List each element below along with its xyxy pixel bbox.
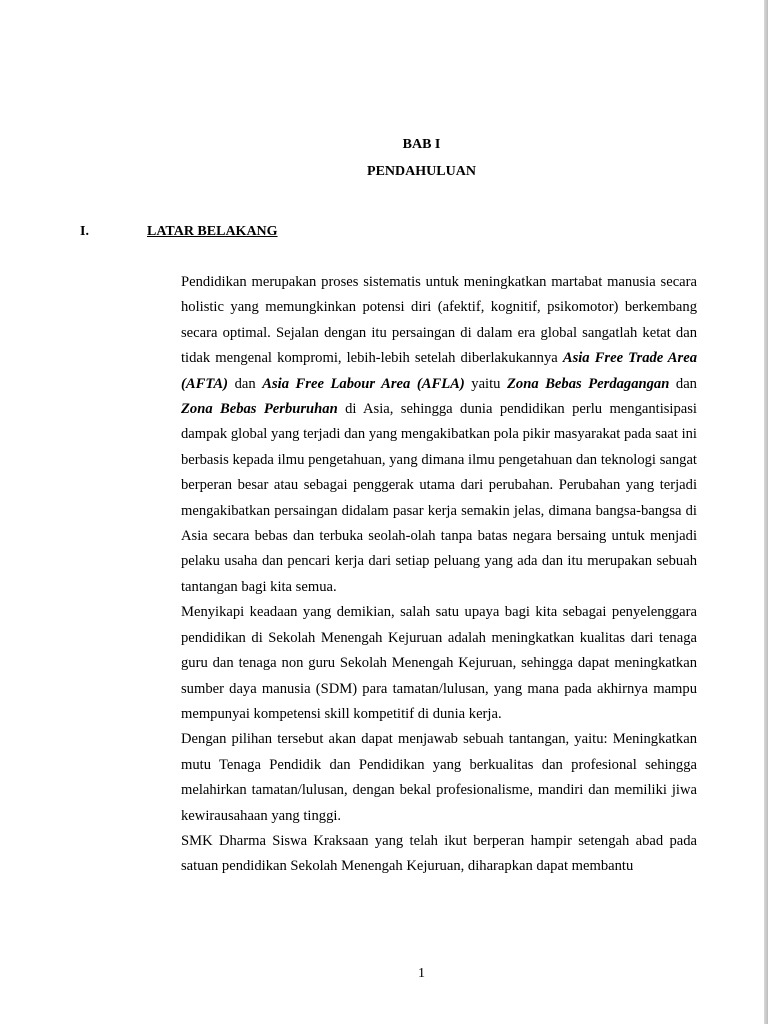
afla-term: Asia Free Labour Area (AFLA) xyxy=(262,375,465,392)
paragraph-4: SMK Dharma Siswa Kraksaan yang telah ikut berperan hampir setengah abad pada satuan pendidikan Sekolah Menengah Kejuruan, diharapkan dapat membantu xyxy=(181,832,697,875)
section-title: LATAR BELAKANG xyxy=(147,224,278,239)
zona-perdagangan-term: Zona Bebas Perdagangan xyxy=(507,375,670,392)
zona-perburuhan-term: Zona Bebas Perburuhan xyxy=(181,401,338,418)
chapter-number: BAB I xyxy=(402,137,441,152)
paragraph-1-connector: dan xyxy=(669,375,697,392)
paragraph-1-text: di Asia, sehingga dunia pendidikan perlu mengantisipasi dampak global yang terjadi dan yang mengakibatkan pola pikir masyarakat pada saat ini berbasis kepada ilmu pengetahuan, yang dimana ilmu pengetahuan dan teknologi sangat berperan besar atau sebagai penggerak utama dari perubahan. Perubahan yang terjadi mengakibatkan persaingan didalam pasar kerja semakin jelas, dimana bangsa-bangsa di Asia secara bebas dan terbuka seolah-olah tanpa batas negara bersaing untuk menjadi pelaku usaha dan pencari kerja dari setiap peluang yang ada dan itu merupakan sebuah tantangan bagi kita semua. xyxy=(181,401,697,595)
page-number: 1 xyxy=(418,966,425,981)
chapter-title: PENDAHULUAN xyxy=(367,164,476,179)
paragraph-1-connector: yaitu xyxy=(464,375,508,392)
paragraph-2: Menyikapi keadaan yang demikian, salah satu upaya bagi kita sebagai penyelenggara pendidikan di Sekolah Menengah Kejuruan adalah meningkatkan kualitas dari tenaga guru dan tenaga non guru Sekolah Menengah Kejuruan, sehingga dapat meningkatkan sumber daya manusia (SDM) para tamatan/lulusan, yang mana pada akhirnya mampu mempunyai kompetensi skill kompetitif di dunia kerja. xyxy=(181,604,697,722)
paragraph-3: Dengan pilihan tersebut akan dapat menjawab sebuah tantangan, yaitu: Meningkatkan mutu Tenaga Pendidik dan Pendidikan yang berkualitas dan profesional sehingga melahirkan tamatan/lulusan, dengan bekal profesionalisme, mandiri dan memiliki jiwa kewirausahaan yang tinggi. xyxy=(181,731,697,824)
body-text xyxy=(181,270,697,880)
paragraph-1-connector: dan xyxy=(228,375,263,392)
section-number: I. xyxy=(80,224,89,239)
paragraph-1-text: Pendidikan merupakan proses sistematis untuk meningkatkan martabat manusia secara holistic yang memungkinkan potensi diri (afektif, kognitif, psikomotor) berkembang secara optimal. Sejalan dengan itu persaingan di dalam era global sangatlah ketat dan tidak mengenal kompromi, lebih-lebih setelah diberlakukannya xyxy=(181,274,697,367)
page-edge xyxy=(764,0,768,1024)
afta-term: Asia Free Trade Area (AFTA) xyxy=(181,350,697,392)
paragraph-1 xyxy=(181,270,697,600)
